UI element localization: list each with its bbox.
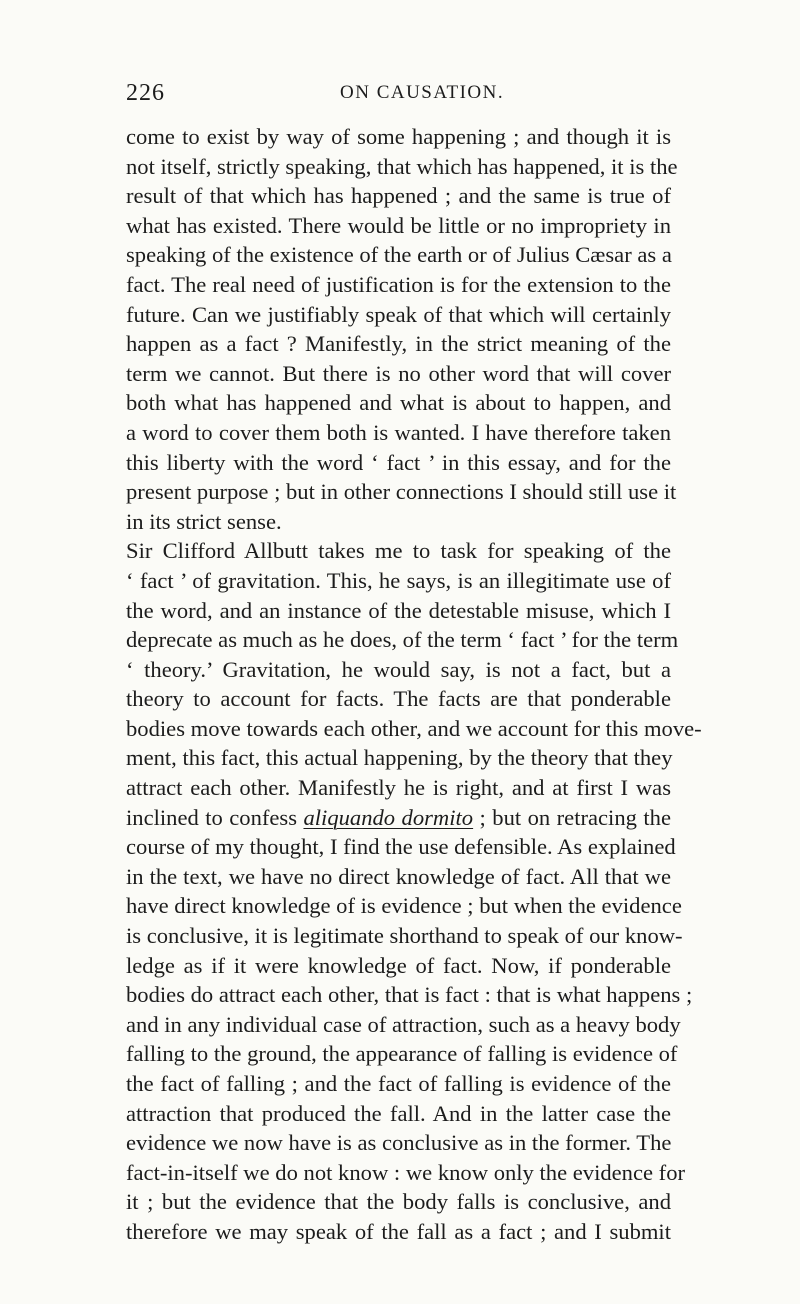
text-line: fact. The real need of justification is for the extension to the — [126, 271, 671, 297]
text-line: this liberty with the word ‘ fact ’ in this essay, and for the — [126, 449, 671, 475]
text-line: bodies move towards each other, and we account for this move- — [126, 715, 702, 741]
text-line: what has existed. There would be little or no impropriety in — [126, 212, 671, 238]
text-line: a word to cover them both is wanted. I have therefore taken — [126, 419, 671, 445]
text-line: ment, this fact, this actual happening, by the theory that they — [126, 745, 673, 771]
text-line-with-italic — [126, 803, 671, 833]
text-line: term we cannot. But there is no other word that will cover — [126, 360, 671, 386]
text-line: ledge as if it were knowledge of fact. Now, if ponderable — [126, 952, 671, 978]
text-line: deprecate as much as he does, of the term ‘ fact ’ for the term — [126, 627, 679, 653]
text-line: ‘ fact ’ of gravitation. This, he says, is an illegitimate use of — [126, 567, 671, 593]
text-line: course of my thought, I find the use defensible. As explained — [126, 834, 676, 860]
text-line: attract each other. Manifestly he is right, and at first I was — [126, 775, 671, 801]
text-segment: ; but on retracing the — [473, 804, 671, 830]
text-line: present purpose ; but in other connections I should still use it — [126, 479, 677, 505]
text-line: attraction that produced the fall. And in the latter case the — [126, 1100, 671, 1126]
text-line: in its strict sense. — [126, 508, 282, 534]
body-text — [126, 122, 702, 1247]
text-line: happen as a fact ? Manifestly, in the strict meaning of the — [126, 331, 671, 357]
page-header — [126, 80, 671, 110]
text-line: Sir Clifford Allbutt takes me to task for speaking of the — [126, 538, 671, 564]
text-line: is conclusive, it is legitimate shorthand to speak of our know- — [126, 923, 683, 949]
text-line: fact-in-itself we do not know : we know only the evidence for — [126, 1159, 686, 1185]
text-line: come to exist by way of some happening ; and though it is — [126, 124, 671, 149]
text-line: and in any individual case of attraction, such as a heavy body — [126, 1011, 681, 1037]
text-line: falling to the ground, the appearance of falling is evidence of — [126, 1041, 678, 1067]
text-line: not itself, strictly speaking, that which has happened, it is the — [126, 153, 678, 179]
text-line: the fact of falling ; and the fact of falling is evidence of the — [126, 1071, 671, 1096]
text-line: it ; but the evidence that the body falls is conclusive, and — [126, 1189, 671, 1215]
text-line: future. Can we justifiably speak of that which will certainly — [126, 301, 671, 327]
text-line: ‘ theory.’ Gravitation, he would say, is not a fact, but a — [126, 656, 671, 682]
text-line: speaking of the existence of the earth or of Julius Cæsar as a — [126, 242, 672, 268]
text-line: both what has happened and what is about to happen, and — [126, 390, 671, 416]
text-line: therefore we may speak of the fall as a fact ; and I submit — [126, 1218, 671, 1244]
running-head: ON CAUSATION. — [340, 82, 505, 103]
text-segment: inclined to confess — [126, 804, 298, 830]
text-line: in the text, we have no direct knowledge of fact. All that we — [126, 863, 671, 889]
text-line: have direct knowledge of is evidence ; but when the evidence — [126, 893, 682, 919]
text-line: the word, and an instance of the detestable misuse, which I — [126, 597, 671, 623]
text-line: theory to account for facts. The facts are that ponderable — [126, 686, 671, 712]
italic-phrase: aliquando dormito — [303, 804, 474, 830]
text-line: result of that which has happened ; and the same is true of — [126, 183, 671, 209]
text-line: bodies do attract each other, that is fact : that is what happens ; — [126, 982, 693, 1008]
page-number: 226 — [126, 80, 165, 106]
text-line: evidence we now have is as conclusive as in the former. The — [126, 1130, 672, 1156]
